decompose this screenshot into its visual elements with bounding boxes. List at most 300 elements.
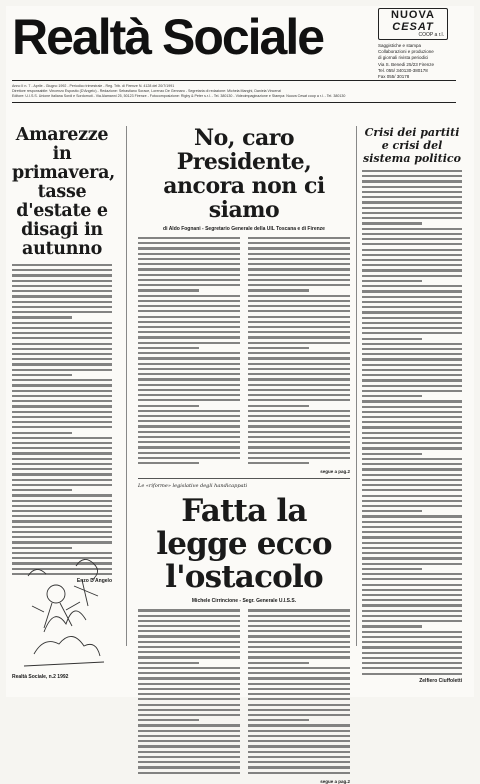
text-line: [248, 357, 350, 359]
text-line: [362, 662, 462, 664]
text-line: [138, 641, 240, 643]
text-line: [248, 384, 350, 386]
text-line: [248, 730, 350, 732]
text-line: [362, 285, 462, 287]
text-line: [12, 400, 112, 402]
text-line: [12, 510, 112, 512]
text-line: [138, 295, 240, 297]
masthead-title: Realtà Sociale: [12, 9, 324, 65]
text-line: [362, 578, 462, 580]
text-line: [362, 416, 462, 418]
text-line: [12, 500, 112, 502]
text-line: [248, 425, 350, 427]
text-line: [362, 249, 462, 251]
text-line: [248, 389, 350, 391]
text-line: [138, 740, 240, 742]
text-line: [12, 426, 112, 428]
text-line: [138, 693, 240, 695]
text-line: [138, 268, 240, 270]
text-line: [12, 468, 112, 470]
text-line: [138, 751, 240, 753]
text-line: [362, 228, 462, 230]
text-line: [362, 400, 462, 402]
text-line: [138, 331, 240, 333]
text-line: [248, 237, 350, 239]
publisher-details: [378, 43, 464, 80]
text-line: [248, 772, 350, 774]
text-line: [362, 573, 462, 575]
text-line: [12, 311, 112, 313]
text-line: [138, 436, 240, 438]
text-line: [138, 326, 240, 328]
text-line: [138, 373, 240, 375]
text-line: [362, 631, 462, 633]
text-line: [248, 258, 350, 260]
text-line: [248, 289, 309, 291]
text-line: [138, 384, 240, 386]
text-line: [138, 431, 240, 433]
text-line: [138, 462, 199, 464]
text-line: [362, 620, 462, 622]
text-line: [138, 761, 240, 763]
text-line: [248, 446, 350, 448]
text-line: [138, 263, 240, 265]
text-line: [12, 358, 112, 360]
text-line: [362, 327, 462, 329]
text-line: [362, 652, 462, 654]
page-footer: Realtà Sociale, n.2 1992: [12, 674, 69, 680]
text-line: [12, 479, 112, 481]
right-article: [362, 126, 462, 684]
text-line: [362, 317, 462, 319]
right-headline: Crisi dei partiti e crisi del sistema politico: [363, 126, 461, 165]
text-line: [138, 300, 240, 302]
text-line: [138, 316, 240, 318]
text-line: [248, 399, 350, 401]
text-line: [362, 542, 462, 544]
mid2-headline: Fatta la legge ecco l'ostacolo: [156, 493, 332, 596]
text-line: [248, 310, 350, 312]
text-line: [248, 263, 350, 265]
text-line: [362, 369, 462, 371]
text-line: [248, 268, 350, 270]
text-line: [12, 384, 112, 386]
text-line: [138, 677, 240, 679]
text-line: [362, 432, 462, 434]
text-line: [248, 651, 350, 653]
text-line: [138, 441, 240, 443]
text-line: [362, 453, 422, 455]
text-line: [138, 342, 240, 344]
text-line: [248, 688, 350, 690]
text-line: [12, 327, 112, 329]
text-line: [362, 568, 422, 570]
text-line: [138, 735, 240, 737]
text-line: [248, 352, 350, 354]
text-line: [362, 212, 462, 214]
text-line: [362, 563, 462, 565]
text-line: [12, 322, 112, 324]
text-line: [248, 656, 350, 658]
text-line: [362, 426, 462, 428]
text-line: [138, 247, 240, 249]
text-line: [138, 766, 240, 768]
text-line: [248, 378, 350, 380]
mid-article: [138, 126, 350, 784]
text-line: [248, 363, 350, 365]
text-line: [362, 673, 462, 675]
text-line: [362, 557, 462, 559]
text-line: [12, 520, 112, 522]
text-line: [362, 390, 462, 392]
text-line: [12, 353, 112, 355]
mid-body-column: [138, 237, 240, 467]
text-line: [362, 269, 462, 271]
text-line: [248, 698, 350, 700]
text-line: [362, 442, 462, 444]
text-line: [248, 274, 350, 276]
text-line: [138, 656, 240, 658]
text-line: [362, 170, 462, 172]
text-line: [362, 338, 422, 340]
text-line: [362, 290, 462, 292]
text-line: [138, 615, 240, 617]
text-line: [138, 415, 240, 417]
text-line: [362, 447, 462, 449]
text-line: [12, 343, 112, 345]
text-line: [362, 667, 462, 669]
text-line: [12, 301, 112, 303]
text-line: [12, 290, 112, 292]
text-line: [362, 437, 462, 439]
text-line: [362, 280, 422, 282]
text-line: [248, 751, 350, 753]
text-line: [362, 254, 462, 256]
text-line: [248, 441, 350, 443]
text-line: [362, 500, 462, 502]
text-line: [362, 531, 462, 533]
text-line: [362, 536, 462, 538]
text-line: [248, 420, 350, 422]
text-line: [362, 275, 462, 277]
publisher-logo: [378, 8, 448, 40]
mid2-body-column: [248, 609, 350, 777]
text-line: [248, 373, 350, 375]
text-line: [138, 452, 240, 454]
text-line: [248, 635, 350, 637]
text-line: [362, 657, 462, 659]
text-line: [362, 636, 462, 638]
mid-article-body: [138, 232, 350, 467]
text-line: [12, 463, 112, 465]
text-line: [248, 683, 350, 685]
text-line: [362, 646, 462, 648]
text-line: [362, 505, 462, 507]
text-line: [362, 395, 422, 397]
text-line: [12, 269, 112, 271]
text-line: [12, 405, 112, 407]
text-line: [12, 515, 112, 517]
text-line: [362, 421, 462, 423]
text-line: [248, 740, 350, 742]
text-line: [138, 683, 240, 685]
text-line: [362, 348, 462, 350]
text-line: [362, 495, 462, 497]
text-line: [248, 724, 350, 726]
text-line: [138, 646, 240, 648]
text-line: [12, 458, 112, 460]
text-line: [362, 510, 422, 512]
text-line: [138, 719, 199, 721]
text-line: [138, 457, 240, 459]
text-line: [248, 457, 350, 459]
text-line: [362, 547, 462, 549]
text-line: [362, 259, 462, 261]
masthead-rule: [12, 80, 456, 81]
info-strip: [12, 84, 372, 99]
text-line: [12, 363, 112, 365]
mid2-continued: segue a pag.2: [320, 778, 350, 784]
text-line: [362, 322, 462, 324]
text-line: [248, 672, 350, 674]
text-line: [12, 306, 112, 308]
text-line: [138, 667, 240, 669]
cartoon-illustration: [14, 536, 112, 676]
text-line: [248, 295, 350, 297]
text-line: [248, 436, 350, 438]
mid2-body-column: [138, 609, 240, 777]
text-line: [362, 306, 462, 308]
text-line: [12, 316, 72, 318]
publisher-line: Saggistiche e stampa: [378, 43, 422, 48]
text-line: [248, 405, 309, 407]
text-line: [248, 641, 350, 643]
text-line: [362, 186, 462, 188]
text-line: [362, 458, 462, 460]
right-signature: Zelfiero Ciuffoletti: [419, 677, 462, 684]
text-line: [248, 693, 350, 695]
text-line: [362, 526, 462, 528]
text-line: [362, 180, 462, 182]
text-line: [248, 321, 350, 323]
text-line: [248, 662, 309, 664]
text-line: [12, 337, 112, 339]
text-line: [12, 489, 72, 491]
text-line: [138, 279, 240, 281]
text-line: [248, 452, 350, 454]
text-line: [12, 505, 112, 507]
text-line: [248, 284, 350, 286]
text-line: [362, 201, 462, 203]
text-line: [248, 305, 350, 307]
text-line: [362, 584, 462, 586]
text-line: [248, 735, 350, 737]
text-line: [12, 411, 112, 413]
text-line: [362, 364, 462, 366]
text-line: [12, 432, 72, 434]
text-line: [362, 589, 462, 591]
text-line: [138, 704, 240, 706]
text-line: [248, 761, 350, 763]
text-line: [12, 437, 112, 439]
text-line: [362, 374, 462, 376]
text-line: [12, 348, 112, 350]
text-line: [138, 399, 240, 401]
text-line: [362, 463, 462, 465]
text-line: [12, 526, 112, 528]
text-line: [248, 431, 350, 433]
text-line: [138, 420, 240, 422]
text-line: [138, 651, 240, 653]
text-line: [248, 242, 350, 244]
text-line: [138, 609, 240, 611]
text-line: [138, 310, 240, 312]
text-line: [248, 615, 350, 617]
text-line: [362, 196, 462, 198]
mid-divider: [138, 478, 350, 479]
mid-body-column: [248, 237, 350, 467]
mid2-article-body: [138, 604, 350, 777]
text-line: [248, 709, 350, 711]
left-headline: Amarezze in primavera, tasse d'estate e disagi in autunno: [12, 125, 115, 259]
mid-byline: di Aldo Fognani - Segretario Generale della UIL Toscana e di Firenze: [163, 226, 325, 232]
text-line: [138, 620, 240, 622]
text-line: [362, 358, 462, 360]
text-line: [138, 289, 199, 291]
publisher-logo-line1: NUOVA: [391, 9, 435, 21]
text-line: [362, 552, 462, 554]
text-line: [362, 479, 462, 481]
text-line: [248, 677, 350, 679]
text-line: [12, 374, 72, 376]
text-line: [12, 274, 112, 276]
text-line: [362, 296, 462, 298]
text-line: [362, 207, 462, 209]
text-line: [362, 191, 462, 193]
text-line: [362, 379, 462, 381]
column-divider: [356, 126, 357, 646]
text-line: [138, 410, 240, 412]
text-line: [362, 217, 462, 219]
text-line: [362, 489, 462, 491]
text-line: [138, 242, 240, 244]
publisher-line: Tel. 055/ 340130-380178: [378, 67, 428, 73]
text-line: [248, 609, 350, 611]
info-rule: [12, 102, 456, 103]
publisher-line: Via S. Benedi 25/23 Firenze: [378, 61, 434, 67]
text-line: [248, 630, 350, 632]
text-line: [12, 379, 112, 381]
text-line: [248, 342, 350, 344]
text-line: [248, 719, 309, 721]
text-line: [248, 415, 350, 417]
publisher-line: Fax 055/ 30178: [378, 74, 410, 80]
text-line: [248, 667, 350, 669]
text-line: [138, 745, 240, 747]
text-line: [138, 446, 240, 448]
text-line: [12, 473, 112, 475]
text-line: [362, 243, 462, 245]
text-line: [138, 284, 240, 286]
text-line: [12, 295, 112, 297]
text-line: [362, 353, 462, 355]
info-line: Anno II n. 7 - Aprile - Giugno 1992 - Periodico trimestrale - Reg. Trib. di Firenze N. 4128 del 20/7/1991: [12, 84, 175, 88]
publisher-logo-line3: COOP a r.l.: [418, 32, 444, 38]
text-line: [138, 389, 240, 391]
text-line: [248, 625, 350, 627]
text-line: [12, 531, 112, 533]
text-line: [12, 332, 112, 334]
text-line: [248, 347, 309, 349]
text-line: [138, 347, 199, 349]
text-line: [138, 352, 240, 354]
text-line: [138, 363, 240, 365]
text-line: [248, 745, 350, 747]
text-line: [138, 724, 240, 726]
text-line: [138, 378, 240, 380]
text-line: [362, 484, 462, 486]
text-line: [138, 321, 240, 323]
text-line: [362, 301, 462, 303]
text-line: [362, 406, 462, 408]
text-line: [138, 274, 240, 276]
text-line: [248, 714, 350, 716]
text-line: [138, 405, 199, 407]
masthead: [12, 6, 352, 68]
text-line: [362, 264, 462, 266]
mid-headline: No, caro Presidente, ancora non ci siamo: [163, 125, 325, 223]
left-article: [12, 125, 115, 585]
text-line: [362, 610, 462, 612]
text-line: [362, 238, 462, 240]
text-line: [248, 279, 350, 281]
text-line: [12, 484, 112, 486]
text-line: [248, 331, 350, 333]
text-line: [248, 704, 350, 706]
mid-continued: segue a pag.2: [320, 469, 350, 475]
mid2-byline: Michele Cirrincione - Segr. Generale U.I.S.S.: [191, 598, 297, 605]
text-line: [138, 630, 240, 632]
text-line: [248, 766, 350, 768]
text-line: [362, 599, 462, 601]
text-line: [362, 515, 462, 517]
text-line: [362, 233, 462, 235]
text-line: [138, 357, 240, 359]
text-line: [362, 521, 462, 523]
text-line: [362, 594, 462, 596]
text-line: [138, 336, 240, 338]
text-line: [12, 416, 112, 418]
text-line: [138, 662, 199, 664]
text-line: [362, 411, 462, 413]
text-line: [12, 280, 112, 282]
text-line: [12, 369, 112, 371]
publisher-line: di giornali rivista periodici: [378, 55, 429, 61]
left-article-body: [12, 264, 112, 575]
text-line: [12, 285, 112, 287]
publisher-box: [378, 8, 464, 100]
text-line: [138, 394, 240, 396]
text-line: [138, 772, 240, 774]
text-line: [138, 756, 240, 758]
text-line: [362, 641, 462, 643]
text-line: [138, 709, 240, 711]
text-line: [362, 615, 462, 617]
text-line: [248, 368, 350, 370]
right-article-body: [362, 170, 462, 675]
text-line: [362, 474, 462, 476]
text-line: [138, 305, 240, 307]
